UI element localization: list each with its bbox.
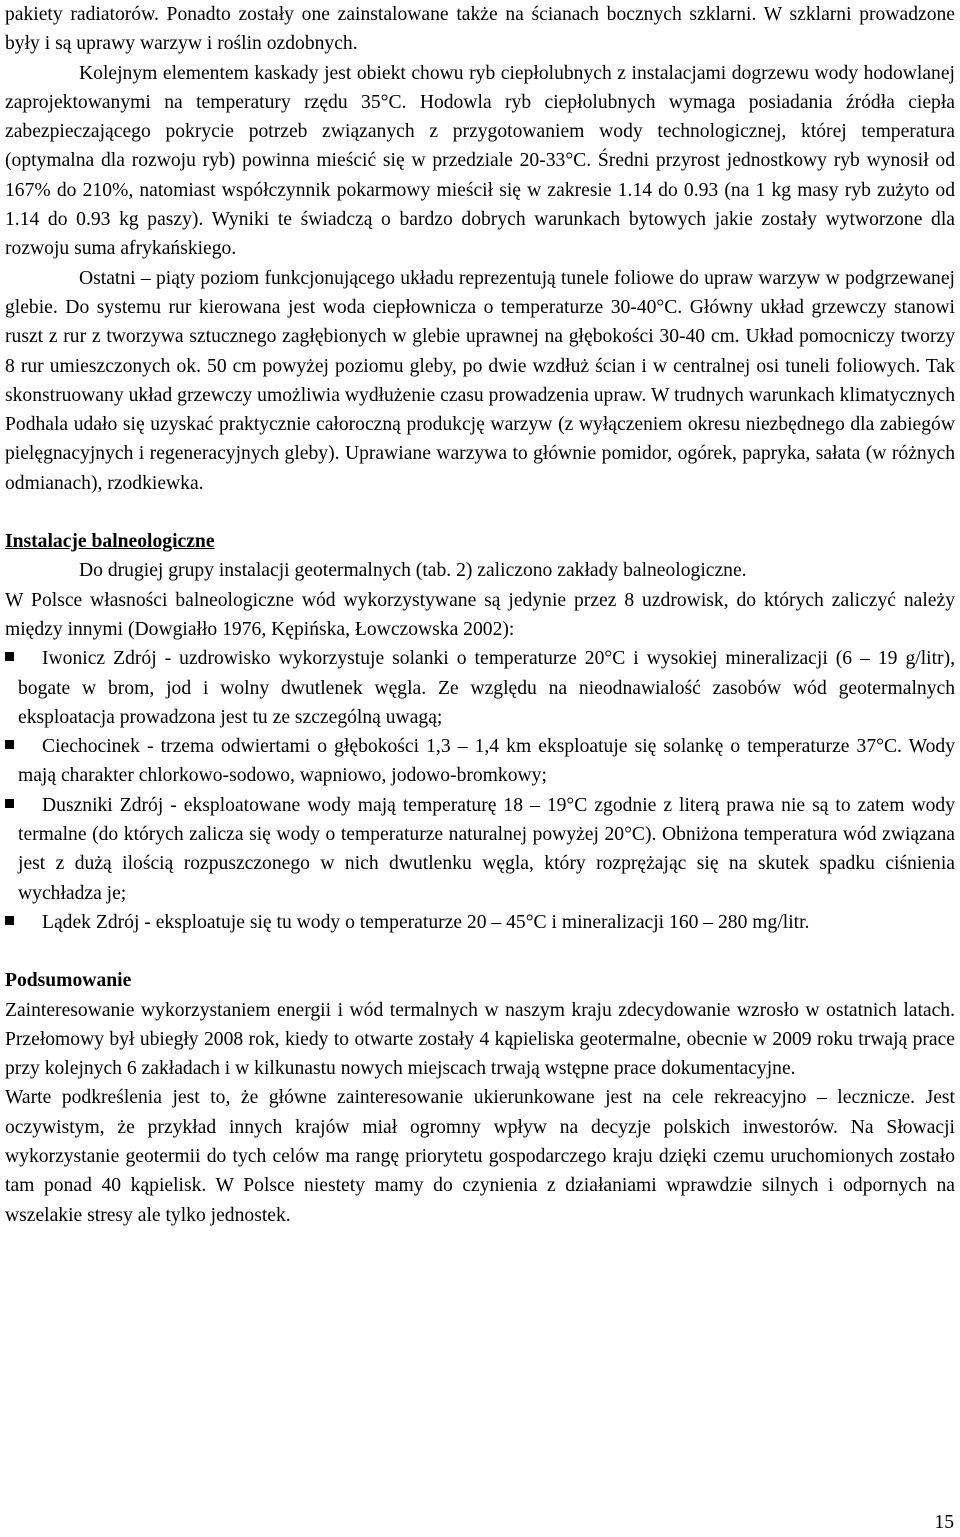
paragraph-summary-1: Zainteresowanie wykorzystaniem energii i wód termalnych w naszym kraju zdecydowanie wzrosło w ostatnich latach. Przełomowy był ubiegły 2008 rok, kiedy to otwarte zostały 4 kąpieliska geotermalne, obecnie w 2009 roku trwają prace przy kolejnych 6 zakładach i w kilkunastu nowych miejscach trwają wstępne prace dokumentacyjne.	[5, 999, 955, 1080]
paragraph-balneo-intro-indented: Do drugiej grupy instalacji geotermalnych (tab. 2) zaliczono zakłady balneologiczne.	[79, 560, 747, 582]
list-item	[5, 644, 955, 732]
section-heading-balneo: Instalacje balneologiczne	[5, 531, 215, 553]
square-bullet-icon	[5, 652, 14, 661]
section-spacer	[5, 937, 955, 966]
paragraph-balneo-intro: W Polsce własności balneologiczne wód wykorzystywane są jedynie przez 8 uzdrowisk, do których zaliczyć należy między innymi (Dowgiałło 1976, Kępińska, Łowczowska 2002):	[5, 589, 955, 640]
list-item	[5, 908, 955, 937]
list-item	[5, 732, 955, 791]
square-bullet-icon	[5, 799, 14, 808]
list-item-text: Lądek Zdrój - eksploatuje się tu wody o temperaturze 20 – 45°C i mineralizacji 160 – 280 mg/litr.	[42, 911, 810, 933]
list-item-text: Ciechocinek - trzema odwiertami o głębokości 1,3 – 1,4 km eksploatuje się solankę o temperaturze 37°C. Wody mają charakter chlorkowo-sodowo, wapniowo, jodowo-bromkowy;	[18, 736, 955, 787]
paragraph-greenhouse: pakiety radiatorów. Ponadto zostały one zainstalowane także na ścianach bocznych szklarni. W szklarni prowadzone były i są uprawy warzyw i roślin ozdobnych.	[5, 4, 955, 55]
paragraph-foil-tunnels: Ostatni – piąty poziom funkcjonującego układu reprezentują tunele foliowe do upraw warzyw w podgrzewanej glebie. Do systemu rur kierowana jest woda ciepłownicza o temperaturze 30-40°C. Główny układ grzewczy stanowi ruszt z rur z tworzywa sztucznego zagłębionych w glebie uprawnej na głębokości 30-40 cm. Układ pomocniczy tworzy 8 rur umieszczonych ok. 50 cm powyżej poziomu gleby, po dwie wzdłuż ścian i w centralnej osi tuneli foliowych. Tak skonstruowany układ grzewczy umożliwia wydłużenie czasu prowadzenia upraw. W trudnych warunkach klimatycznych Podhala udało się uzyskać praktycznie całoroczną produkcję warzyw (z wyłączeniem okresu niezbędnego dla zabiegów pielęgnacyjnych i regeneracyjnych gleby). Uprawiane warzywa to głównie pomidor, ogórek, papryka, sałata (w różnych odmianach), rzodkiewka.	[5, 267, 955, 494]
square-bullet-icon	[5, 916, 14, 925]
list-item-text: Duszniki Zdrój - eksploatowane wody mają temperaturę 18 – 19°C zgodnie z literą prawa nie są to zatem wody termalne (do których zalicza się wody o temperaturze naturalnej powyżej 20°C). Obniżona temperatura wód związana jest z dużą ilością rozpuszczonego w nich dwutlenku węgla, który rozprężając się na skutek spadku ciśnienia wychładza je;	[18, 794, 955, 904]
document-page	[5, 0, 955, 1230]
paragraph-summary-2: Warte podkreślenia jest to, że główne zainteresowanie ukierunkowane jest na cele rekreacyjno – lecznicze. Jest oczywistym, że przykład innych krajów miał ogromny wpływ na decyzje polskich inwestorów. Na Słowacji wykorzystanie geotermii do tych celów ma rangę priorytetu gospodarczego kraju dzięki czemu uruchomionych zostało tam ponad 40 kąpielisk. W Polsce niestety mamy do czynienia z działaniami wprawdzie silnych i odpornych na wszelakie stresy ale tylko jednostek.	[5, 1087, 955, 1226]
section-spacer	[5, 498, 955, 527]
list-item-text: Iwonicz Zdrój - uzdrowisko wykorzystuje solanki o temperaturze 20°C i wysokiej mineralizacji (6 – 19 g/litr), bogate w brom, jod i wolny dwutlenek węgla. Ze względu na nieodnawialość zasobów wód geotermalnych eksploatacja prowadzona jest tu ze szczególną uwagą;	[18, 648, 955, 728]
section-heading-summary: Podsumowanie	[5, 970, 132, 992]
paragraph-fish-farm: Kolejnym elementem kaskady jest obiekt chowu ryb ciepłolubnych z instalacjami dogrzewu wody hodowlanej zaprojektowanymi na temperatury rzędu 35°C. Hodowla ryb ciepłolubnych wymaga posiadania źródła ciepła zabezpieczającego pokrycie potrzeb związanych z przygotowaniem wody technologicznej, której temperatura (optymalna dla rozwoju ryb) powinna mieścić się w przedziale 20-33°C. Średni przyrost jednostkowy ryb wynosił od 167% do 210%, natomiast współczynnik pokarmowy mieścił się w zakresie 1.14 do 0.93 (na 1 kg masy ryb zużyto od 1.14 do 0.93 kg paszy). Wyniki te świadczą o bardzo dobrych warunkach bytowych jakie zostały wytworzone dla rozwoju suma afrykańskiego.	[5, 62, 955, 260]
spa-list	[5, 644, 955, 937]
list-item	[5, 791, 955, 908]
square-bullet-icon	[5, 740, 14, 749]
page-number: 15	[934, 1512, 954, 1533]
